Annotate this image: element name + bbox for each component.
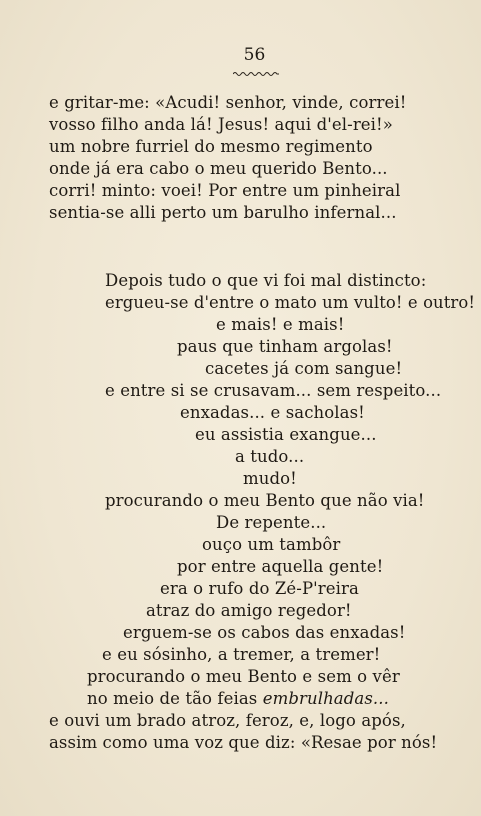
verse-line: e gritar-me: «Acudi! senhor, vinde, correi! bbox=[49, 93, 407, 112]
verse-line: erguem-se os cabos das enxadas! bbox=[123, 623, 406, 642]
verse-line: e mais! e mais! bbox=[216, 315, 345, 334]
verse-line: procurando o meu Bento e sem o vêr bbox=[87, 667, 400, 686]
verse-line: por entre aquella gente! bbox=[177, 557, 384, 576]
verse-line: e ouvi um brado atroz, feroz, e, logo após, bbox=[49, 711, 406, 730]
verse-line: corri! minto: voei! Por entre um pinheiral bbox=[49, 181, 401, 200]
wavy-rule-ornament bbox=[233, 71, 279, 77]
verse-line bbox=[87, 688, 389, 710]
verse-line: e eu sósinho, a tremer, a tremer! bbox=[102, 645, 381, 664]
verse-line: cacetes já com sangue! bbox=[205, 359, 403, 378]
verse-line: e entre si se crusavam... sem respeito... bbox=[105, 381, 442, 400]
verse-line: paus que tinham argolas! bbox=[177, 337, 393, 356]
verse-line: ouço um tambôr bbox=[202, 535, 341, 554]
verse-line: mudo! bbox=[243, 469, 297, 488]
verse-line: procurando o meu Bento que não via! bbox=[105, 491, 425, 510]
verse-line: De repente... bbox=[216, 513, 327, 532]
verse-line: sentia-se alli perto um barulho infernal... bbox=[49, 203, 397, 222]
verse-line: eu assistia exangue... bbox=[195, 425, 377, 444]
verse-line: onde já era cabo o meu querido Bento... bbox=[49, 159, 388, 178]
verse-line: atraz do amigo regedor! bbox=[146, 601, 352, 620]
verse-line: vosso filho anda lá! Jesus! aqui d'el-rei!» bbox=[49, 115, 393, 134]
verse-line: ergueu-se d'entre o mato um vulto! e outro! bbox=[105, 293, 476, 312]
verse-fragment: no meio de tão feias bbox=[87, 689, 258, 708]
verse-line: era o rufo do Zé-P'reira bbox=[160, 579, 359, 598]
verse-line: Depois tudo o que vi foi mal distincto: bbox=[105, 271, 427, 290]
page-number: 56 bbox=[243, 45, 266, 65]
verse-line: a tudo... bbox=[235, 447, 305, 466]
verse-line: enxadas... e sacholas! bbox=[180, 403, 365, 422]
italic-word: embrulhadas... bbox=[262, 689, 389, 708]
verse-line: um nobre furriel do mesmo regimento bbox=[49, 137, 373, 156]
verse-line: assim como uma voz que diz: «Resae por nós! bbox=[49, 733, 438, 752]
